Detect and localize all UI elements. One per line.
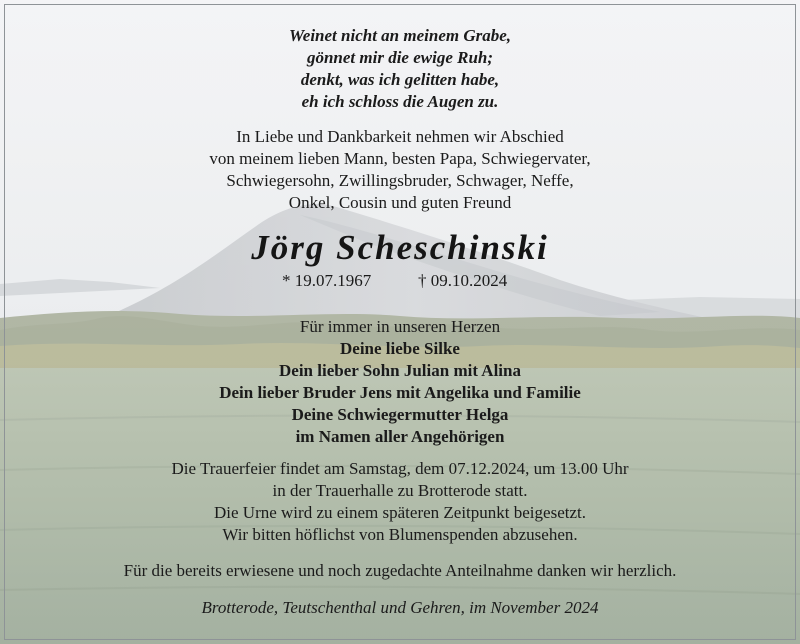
poem-line: denkt, was ich gelitten habe, — [300, 70, 500, 89]
mourner-line: Deine liebe Silke — [340, 339, 460, 358]
poem-line: Weinet nicht an meinem Grabe, — [288, 26, 512, 45]
funeral-line: Wir bitten höflichst von Blumenspenden abzusehen. — [222, 525, 578, 544]
mourners-intro: Für immer in unseren Herzen — [299, 317, 501, 336]
thanks-line: Für die bereits erwiesene und noch zugedachte Anteilnahme danken wir herzlich. — [123, 561, 677, 580]
mourner-line: Dein lieber Bruder Jens mit Angelika und Familie — [219, 383, 581, 402]
funeral-line: Die Trauerfeier findet am Samstag, dem 07.12.2024, um 13.00 Uhr — [171, 459, 629, 478]
place-date: Brotterode, Teutschenthal und Gehren, im November 2024 — [201, 598, 599, 617]
farewell-line: Onkel, Cousin und guten Freund — [288, 193, 512, 212]
birth-date: * 19.07.1967 — [282, 271, 372, 290]
mourner-line: im Namen aller Angehörigen — [295, 427, 505, 446]
poem-line: gönnet mir die ewige Ruh; — [306, 48, 494, 67]
farewell-line: In Liebe und Dankbarkeit nehmen wir Abschied — [236, 127, 564, 146]
farewell-line: von meinem lieben Mann, besten Papa, Schwiegervater, — [209, 149, 591, 168]
death-date: † 09.10.2024 — [418, 271, 508, 290]
mourner-line: Dein lieber Sohn Julian mit Alina — [279, 361, 521, 380]
deceased-name: Jörg Scheschinski — [251, 228, 549, 267]
mourner-line: Deine Schwiegermutter Helga — [291, 405, 509, 424]
farewell-line: Schwiegersohn, Zwillingsbruder, Schwager, Neffe, — [226, 171, 574, 190]
funeral-line: in der Trauerhalle zu Brotterode statt. — [272, 481, 528, 500]
poem-line: eh ich schloss die Augen zu. — [301, 92, 499, 111]
funeral-line: Die Urne wird zu einem späteren Zeitpunkt beigesetzt. — [214, 503, 586, 522]
